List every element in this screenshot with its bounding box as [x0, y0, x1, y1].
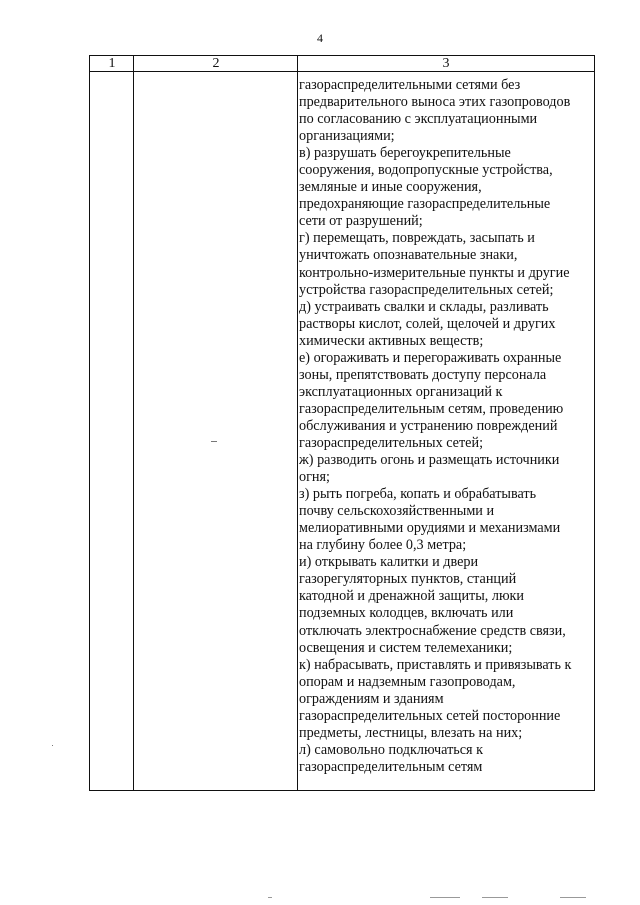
column-divider-1: [133, 56, 134, 790]
column-3-text: [299, 77, 591, 776]
text-line: земляные и иные сооружения,: [299, 179, 482, 196]
text-line: газораспределительным сетям, проведению: [299, 400, 564, 417]
text-line: газораспределительных сетей;: [299, 434, 484, 451]
text-line: контрольно-измерительные пункты и другие: [299, 264, 570, 281]
text-line: ограждениям и зданиям: [299, 690, 444, 707]
text-line: е) огораживать и перегораживать охранные: [299, 349, 562, 366]
text-line: на глубину более 0,3 метра;: [299, 537, 467, 554]
text-line: газораспределительным сетям: [299, 758, 483, 775]
text-line: устройства газораспределительных сетей;: [299, 281, 554, 298]
text-line: г) перемещать, повреждать, засыпать и: [299, 230, 535, 247]
document-table: [89, 55, 595, 791]
text-line: предметы, лестницы, влезать на них;: [299, 724, 523, 741]
scan-speck: [211, 441, 217, 442]
text-line: предохраняющие газораспределительные: [299, 196, 551, 213]
text-line: почву сельскохозяйственными и: [299, 503, 495, 520]
text-line: мелиоративными орудиями и механизмами: [299, 520, 561, 537]
text-line: предварительного выноса этих газопроводов: [299, 94, 571, 111]
text-line: к) набрасывать, приставлять и привязывать к: [299, 656, 572, 673]
text-line: ж) разводить огонь и размещать источники: [299, 452, 560, 469]
text-line: химически активных веществ;: [299, 332, 484, 349]
text-line: зоны, препятствовать доступу персонала: [299, 366, 547, 383]
text-line: опорам и надземным газопроводам,: [299, 673, 516, 690]
text-line: отключать электроснабжение средств связи,: [299, 622, 566, 639]
header-col-2: 2: [212, 56, 220, 71]
scan-speck: [52, 745, 53, 746]
text-line: газораспределительными сетями без: [299, 77, 521, 93]
text-line: уничтожать опознавательные знаки,: [299, 247, 518, 264]
text-line: з) рыть погреба, копать и обрабатывать: [299, 486, 537, 503]
scan-speck: [560, 897, 586, 898]
header-col-1: 1: [108, 56, 116, 71]
scan-speck: [430, 897, 460, 898]
text-line: растворы кислот, солей, щелочей и других: [299, 315, 556, 332]
text-line: подземных колодцев, включать или: [299, 605, 514, 622]
text-line: организациями;: [299, 128, 395, 145]
text-line: катодной и дренажной защиты, люки: [299, 588, 525, 605]
scan-speck: [268, 897, 272, 898]
text-line: освещения и систем телемеханики;: [299, 639, 513, 656]
text-line: обслуживания и устранению повреждений: [299, 417, 558, 434]
text-line: газораспределительных сетей посторонние: [299, 707, 561, 724]
header-col-3: 3: [442, 56, 450, 71]
text-line: д) устраивать свалки и склады, разливать: [299, 298, 549, 315]
text-line: и) открывать калитки и двери: [299, 554, 479, 571]
text-line: л) самовольно подключаться к: [299, 741, 484, 758]
text-line: сооружения, водопропускные устройства,: [299, 162, 553, 179]
text-line: эксплуатационных организаций к: [299, 383, 503, 400]
column-divider-2: [297, 56, 298, 790]
text-line: газорегуляторных пунктов, станций: [299, 571, 517, 588]
text-line: по согласованию с эксплуатационными: [299, 111, 538, 128]
scan-speck: [482, 897, 508, 898]
text-line: сети от разрушений;: [299, 213, 423, 230]
text-line: в) разрушать берегоукрепительные: [299, 145, 511, 162]
table-header-row: [90, 56, 594, 72]
page-number: 4: [317, 31, 323, 45]
text-line: огня;: [299, 469, 330, 486]
